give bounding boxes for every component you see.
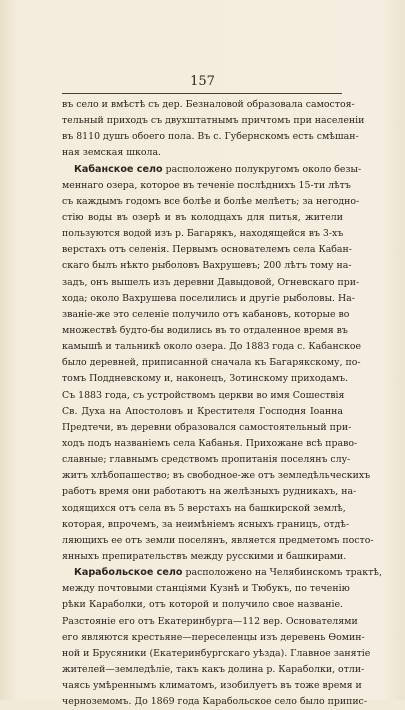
line-text: съ каждымъ годомъ все болѣе и болѣе мелѣетъ; за негодно- bbox=[62, 195, 360, 207]
text-line bbox=[62, 678, 362, 694]
text-line bbox=[62, 388, 343, 404]
line-text: рѣки Караболки, отъ которой и получило свое названіе. bbox=[62, 599, 343, 611]
text-line bbox=[62, 581, 350, 597]
line-text: задъ, онъ вышелъ изъ деревни Давыдовой, Огневскаго при- bbox=[62, 276, 360, 288]
line-text: въ 8110 душъ обоего пола. Въ с. Губернскомъ есть смѣшан- bbox=[62, 131, 359, 143]
text-line bbox=[62, 694, 367, 710]
text-line bbox=[62, 242, 352, 258]
text-line bbox=[62, 291, 355, 307]
line-text: между почтовыми станціями Кузнѣ и Тюбукъ, по теченію bbox=[62, 583, 350, 595]
text-line bbox=[62, 404, 343, 420]
text-line bbox=[62, 630, 365, 646]
line-text: ной и Брусяники (Екатеринбургскаго уѣзда). Главное занятіе bbox=[62, 647, 371, 659]
text-line bbox=[62, 145, 343, 161]
line-text: расположено на Челябинскомъ трактѣ, bbox=[185, 567, 382, 579]
text-line bbox=[62, 113, 365, 129]
line-text: было деревней, приписанной сначала къ Багарякскому, по- bbox=[62, 357, 361, 369]
text-line bbox=[62, 420, 352, 436]
line-text: тельный приходъ съ двухштатнымъ причтомъ при населеніи bbox=[62, 115, 365, 127]
line-text: черноземомъ. До 1869 года Карабольское село было припис- bbox=[62, 696, 367, 708]
paragraph-heading: Кабанское село bbox=[74, 163, 163, 175]
line-text: въ село и вмѣстѣ съ дер. Безналовой образовала самостоя- bbox=[62, 99, 355, 110]
text-line bbox=[62, 662, 365, 678]
body-text bbox=[62, 97, 382, 710]
line-text: чаясь умѣреннымъ климатомъ, изобилуетъ въ тоже время и bbox=[62, 680, 362, 692]
text-line bbox=[62, 501, 346, 517]
line-text: янныхъ препирательствъ между русскими и башкирами. bbox=[62, 550, 347, 562]
line-text: работъ время они работаютъ на желѣзныхъ рудникахъ, на- bbox=[62, 486, 357, 498]
text-line bbox=[62, 226, 343, 242]
line-text: славные; главнымъ средствомъ пропитанія поселянъ слу- bbox=[62, 454, 351, 466]
line-text: житъ хлѣбопашество; въ свободное-же отъ земледѣльческихъ bbox=[62, 470, 371, 482]
text-line bbox=[62, 339, 362, 355]
line-text: Предтечи, въ деревни образовался самостоятельный при- bbox=[62, 421, 352, 433]
line-text: ляющихъ ее отъ земли поселянъ, является предметомъ посто- bbox=[62, 534, 374, 546]
text-line bbox=[62, 565, 382, 581]
line-text: множествѣ будто-бы водились въ то отдаленное время въ bbox=[62, 324, 348, 336]
line-text: стію воды въ озерѣ и въ колодцахъ для питья, жители bbox=[62, 211, 343, 223]
line-text: камышѣ и тальникѣ около озера. До 1883 года с. Кабанское bbox=[62, 341, 362, 353]
line-text: скаго былъ нѣкто рыболовъ Вахрушевъ; 200 лѣтъ тому на- bbox=[62, 260, 352, 272]
text-line bbox=[62, 452, 351, 468]
text-line bbox=[62, 468, 371, 484]
text-line bbox=[62, 355, 361, 371]
header-rule bbox=[62, 93, 342, 94]
line-text: жителей—земледѣліе, такъ какъ долина р. Караболки, отли- bbox=[62, 663, 365, 675]
text-line bbox=[62, 549, 347, 565]
text-line bbox=[62, 307, 350, 323]
line-text: Съ 1883 года, съ устройствомъ церкви во имя Сошествія bbox=[62, 389, 345, 401]
text-line bbox=[62, 162, 362, 178]
text-line bbox=[62, 258, 352, 274]
line-text: пользуются водой изъ р. Багарякъ, находящейся въ 3-хъ bbox=[62, 228, 344, 240]
text-line bbox=[62, 436, 358, 452]
line-text: ходъ подъ названіемъ села Кабанья. Прихожане всѣ право- bbox=[62, 437, 358, 449]
text-line bbox=[62, 614, 358, 630]
text-line bbox=[62, 194, 360, 210]
line-text: ная земская школа. bbox=[62, 147, 162, 159]
text-line bbox=[62, 371, 349, 387]
line-text: расположено полукругомъ около безы- bbox=[165, 163, 362, 175]
line-text: меннаго озера, которое въ теченіе послѣднихъ 15-ти лѣтъ bbox=[62, 179, 351, 191]
line-text: его являются крестьяне—переселенцы изъ деревень Ѳомин- bbox=[62, 631, 365, 643]
text-line bbox=[62, 597, 343, 613]
text-line bbox=[62, 129, 359, 145]
text-line bbox=[62, 323, 348, 339]
line-text: хода; около Вахрушева поселились и другіе рыболовы. На- bbox=[62, 292, 355, 304]
text-line bbox=[62, 517, 350, 533]
paragraph-heading: Карабольское село bbox=[74, 567, 183, 579]
text-line bbox=[62, 275, 360, 291]
line-text: званіе-же это селеніе получило отъ кабановъ, которые во bbox=[62, 308, 350, 320]
text-line bbox=[62, 97, 355, 113]
line-text: Разстояніе его отъ Екатеринбурга—112 вер. Основателями bbox=[62, 615, 358, 627]
text-line bbox=[62, 484, 357, 500]
text-line bbox=[62, 210, 343, 226]
line-text: ходящихся отъ села въ 5 верстахъ на башкирской землѣ, bbox=[62, 502, 346, 514]
text-line bbox=[62, 646, 371, 662]
text-line bbox=[62, 178, 351, 194]
page-number: 157 bbox=[190, 74, 215, 89]
line-text: верстахъ отъ селенія. Первымъ основателемъ села Кабан- bbox=[62, 244, 352, 256]
line-text: которая, впрочемъ, за неимѣніемъ ясныхъ границъ, отдѣ- bbox=[62, 518, 350, 530]
line-text: Св. Духа на Апостоловъ и Крестителя Господня Іоанна bbox=[62, 405, 343, 417]
line-text: томъ Поддневскому и, наконецъ, Зотинскому приходамъ. bbox=[62, 373, 349, 385]
text-line bbox=[62, 533, 374, 549]
